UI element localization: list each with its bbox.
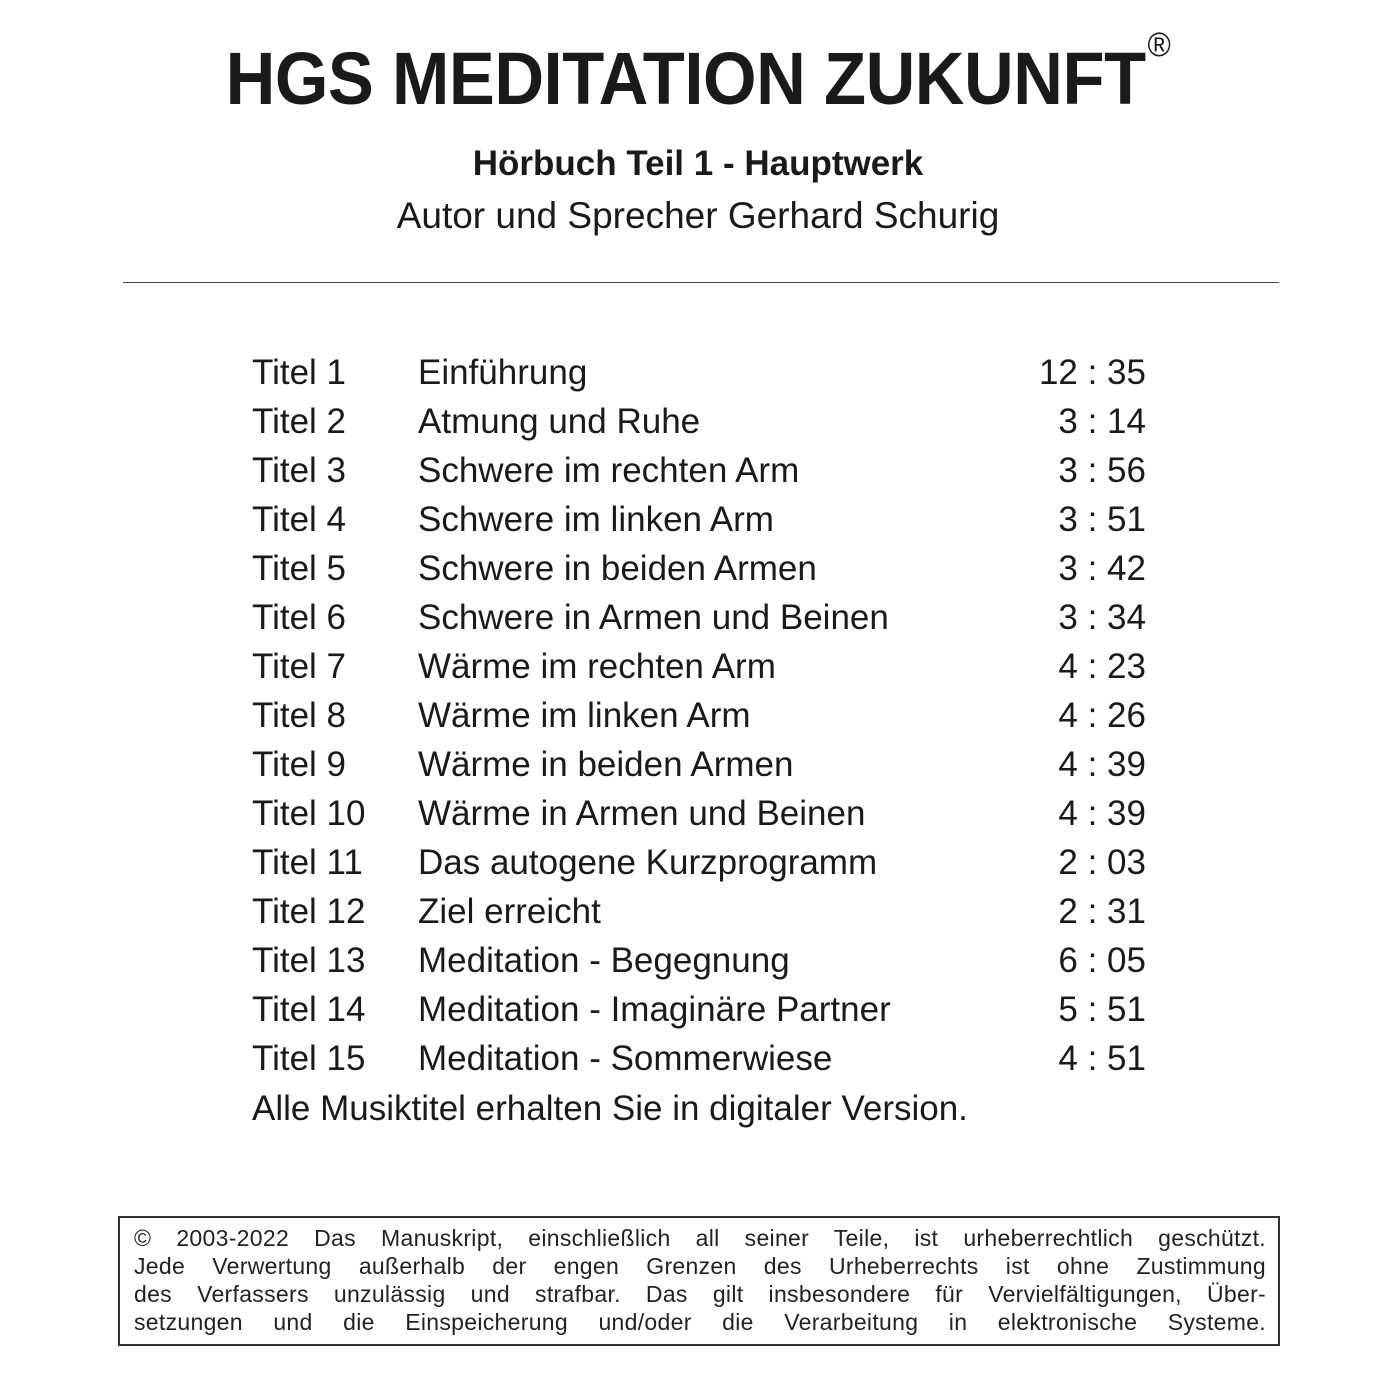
copyright-line: Jede Verwertung außerhalb der engen Grenzen des Urheberrechts ist ohne Zustimmung: [134, 1253, 1266, 1279]
track-number: Titel 7: [252, 647, 347, 686]
track-name: Meditation - Begegnung: [418, 941, 790, 980]
registered-trademark-icon: ®: [1147, 26, 1171, 64]
track-row: [252, 646, 1152, 695]
track-name: Das autogene Kurzprogramm: [418, 843, 878, 882]
track-row: [252, 989, 1152, 1038]
track-duration: 12 : 35: [1038, 353, 1146, 392]
track-number: Titel 8: [252, 696, 347, 735]
track-row: [252, 940, 1152, 989]
copyright-box: [118, 1216, 1280, 1346]
track-number: Titel 2: [252, 402, 347, 441]
author-line: Autor und Sprecher Gerhard Schurig: [396, 195, 1000, 236]
track-duration: 6 : 05: [1058, 941, 1146, 980]
track-row: [252, 891, 1152, 940]
copyright-line: des Verfassers unzulässig und strafbar. Das gilt insbesondere für Vervielfältigungen, Über-: [134, 1281, 1266, 1307]
copyright-line: © 2003-2022 Das Manuskript, einschließlich all seiner Teile, ist urheberrechtlich geschützt.: [134, 1225, 1266, 1251]
track-name: Schwere im rechten Arm: [418, 451, 800, 490]
track-list: [252, 352, 1152, 1087]
track-row: [252, 842, 1152, 891]
track-number: Titel 1: [252, 353, 347, 392]
divider: [123, 282, 1279, 283]
copyright-line: setzungen und die Einspeicherung und/oder die Verarbeitung in elektronische Systeme.: [134, 1309, 1266, 1335]
track-row: [252, 597, 1152, 646]
track-name: Wärme in beiden Armen: [418, 745, 794, 784]
track-row: [252, 695, 1152, 744]
title-text: HGS MEDITATION ZUKUNFT: [225, 37, 1146, 120]
track-name: Schwere im linken Arm: [418, 500, 774, 539]
track-row: [252, 793, 1152, 842]
track-name: Ziel erreicht: [418, 892, 601, 931]
page-title: [49, 26, 1347, 120]
track-duration: 2 : 03: [1058, 843, 1146, 882]
track-duration: 3 : 56: [1058, 451, 1146, 490]
track-row: [252, 744, 1152, 793]
track-number: Titel 12: [252, 892, 366, 931]
track-name: Einführung: [418, 353, 588, 392]
track-duration: 3 : 51: [1058, 500, 1146, 539]
track-duration: 4 : 39: [1058, 745, 1146, 784]
track-number: Titel 6: [252, 598, 347, 637]
track-duration: 5 : 51: [1058, 990, 1146, 1029]
track-row: [252, 401, 1152, 450]
track-number: Titel 4: [252, 500, 347, 539]
track-name: Wärme im linken Arm: [418, 696, 751, 735]
track-number: Titel 3: [252, 451, 347, 490]
track-number: Titel 15: [252, 1039, 366, 1078]
track-name: Schwere in beiden Armen: [418, 549, 817, 588]
track-number: Titel 11: [252, 843, 363, 882]
track-name: Wärme in Armen und Beinen: [418, 794, 866, 833]
track-name: Meditation - Sommerwiese: [418, 1039, 833, 1078]
track-number: Titel 10: [252, 794, 366, 833]
track-number: Titel 9: [252, 745, 347, 784]
track-duration: 3 : 42: [1058, 549, 1146, 588]
track-row: [252, 499, 1152, 548]
track-duration: 4 : 26: [1058, 696, 1146, 735]
subtitle: Hörbuch Teil 1 - Hauptwerk: [472, 144, 924, 183]
track-name: Schwere in Armen und Beinen: [418, 598, 889, 637]
track-duration: 4 : 39: [1058, 794, 1146, 833]
music-note: Alle Musiktitel erhalten Sie in digitaler Version.: [252, 1089, 968, 1128]
track-row: [252, 1038, 1152, 1087]
track-row: [252, 548, 1152, 597]
track-duration: 3 : 14: [1058, 402, 1146, 441]
track-name: Meditation - Imaginäre Partner: [418, 990, 891, 1029]
track-name: Wärme im rechten Arm: [418, 647, 776, 686]
track-number: Titel 14: [252, 990, 366, 1029]
track-row: [252, 352, 1152, 401]
track-row: [252, 450, 1152, 499]
track-duration: 2 : 31: [1058, 892, 1146, 931]
track-name: Atmung und Ruhe: [418, 402, 701, 441]
track-duration: 4 : 23: [1058, 647, 1146, 686]
track-duration: 3 : 34: [1058, 598, 1146, 637]
track-number: Titel 5: [252, 549, 347, 588]
track-duration: 4 : 51: [1058, 1039, 1146, 1078]
track-number: Titel 13: [252, 941, 366, 980]
